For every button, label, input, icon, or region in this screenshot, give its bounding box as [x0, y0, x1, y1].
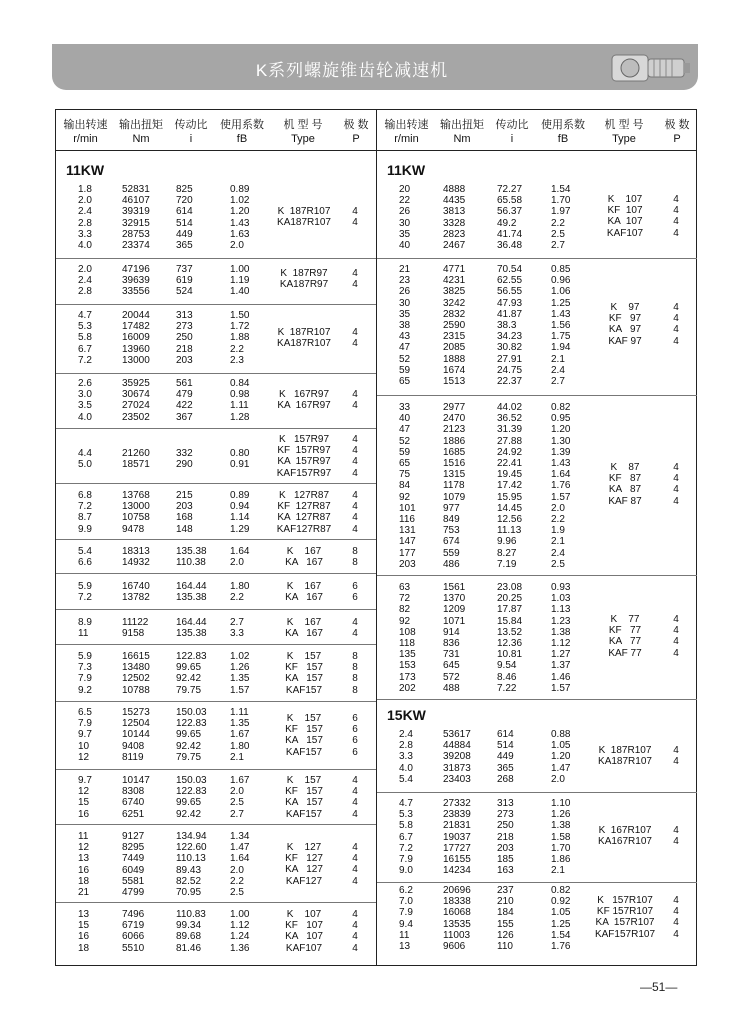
ratio-values: 164.44 135.38 — [176, 581, 207, 604]
factor-values: 0.89 1.02 1.20 1.43 1.63 2.0 — [230, 184, 250, 252]
group-divider — [56, 373, 376, 374]
group-divider — [56, 428, 376, 429]
title-banner — [52, 44, 698, 90]
group-divider — [56, 902, 376, 903]
pole-values: 4 4 4 4 — [673, 462, 679, 507]
factor-values: 0.89 0.94 1.14 1.29 — [230, 490, 250, 535]
ratio-values: 332 290 — [176, 448, 193, 471]
header-factor-unit: fB — [236, 133, 248, 145]
pole-values: 6 6 — [352, 581, 358, 604]
factor-values: 1.80 2.2 — [230, 581, 250, 604]
header-model: 机 型 号 — [604, 119, 644, 131]
speed-values: 2.0 2.4 2.8 — [78, 264, 92, 298]
torque-values: 20044 17482 16009 13960 13000 — [122, 310, 150, 366]
group-divider — [377, 395, 697, 396]
power-rating-label: 11KW — [66, 162, 105, 178]
model-values: K 167R97 KA 167R97 — [277, 389, 331, 412]
header-torque-unit: Nm — [132, 133, 150, 145]
group-divider — [377, 699, 697, 700]
factor-values: 1.02 1.26 1.35 1.57 — [230, 651, 250, 696]
header-torque: 输出扭矩 — [119, 119, 163, 131]
pole-values: 4 4 4 4 — [352, 490, 358, 535]
ratio-values: 135.38 110.38 — [176, 546, 207, 569]
pole-values: 4 4 — [352, 268, 358, 291]
torque-values: 13768 13000 10758 9478 — [122, 490, 150, 535]
pole-values: 4 4 4 4 — [352, 775, 358, 820]
model-values: K 97 KF 97 KA 97 KAF 97 — [608, 302, 642, 347]
ratio-values: 614 514 449 365 268 — [497, 729, 514, 785]
ratio-values: 72.27 65.58 56.37 49.2 41.74 36.48 — [497, 184, 523, 252]
header-ratio-unit: i — [189, 133, 193, 145]
page-number: —51— — [640, 980, 678, 994]
factor-values: 1.67 2.0 2.5 2.7 — [230, 775, 250, 820]
speed-values: 2.6 3.0 3.5 4.0 — [78, 378, 92, 423]
speed-values: 5.4 6.6 — [78, 546, 92, 569]
torque-values: 11122 9158 — [122, 617, 149, 640]
speed-values: 6.8 7.2 8.7 9.9 — [78, 490, 92, 535]
header-torque: 输出扭矩 — [440, 119, 484, 131]
model-values: K 157 KF 157 KA 157 KAF157 — [285, 775, 323, 820]
torque-values: 21260 18571 — [122, 448, 150, 471]
header-poles: 极 数 — [664, 119, 690, 131]
model-values: K 107 KF 107 KA 107 KAF107 — [606, 194, 644, 239]
header-speed-unit: r/min — [394, 133, 419, 145]
header-ratio: 传动比 — [174, 119, 208, 131]
speed-values: 2.4 2.8 3.3 4.0 5.4 — [399, 729, 413, 785]
gear-reducer-image — [610, 47, 692, 87]
factor-values: 0.85 0.96 1.06 1.25 1.43 1.56 1.75 1.94 2.1 2.4 2.7 — [551, 264, 571, 388]
factor-values: 1.34 1.47 1.64 2.0 2.2 2.5 — [230, 831, 250, 899]
header-speed: 输出转速 — [384, 119, 429, 131]
pole-values: 4 4 — [352, 389, 358, 412]
pole-values: 4 4 4 4 — [673, 302, 679, 347]
group-divider — [56, 769, 376, 770]
torque-values: 7496 6719 6066 5510 — [122, 909, 145, 954]
specification-table — [55, 109, 697, 966]
header-ratio-unit: i — [510, 133, 514, 145]
power-rating-label: 15KW — [387, 707, 426, 723]
torque-values: 1561 1370 1209 1071 914 836 731 645 572 488 — [443, 582, 466, 694]
ratio-values: 164.44 135.38 — [176, 617, 207, 640]
model-values: K 157 KF 157 KA 157 KAF157 — [285, 651, 323, 696]
factor-values: 1.00 1.19 1.40 — [230, 264, 250, 298]
speed-values: 9.7 12 15 16 — [78, 775, 92, 820]
group-divider — [56, 644, 376, 645]
group-divider — [56, 258, 376, 259]
speed-values: 20 22 26 30 35 40 — [399, 184, 411, 252]
group-divider — [56, 701, 376, 702]
model-values: K 157R97 KF 157R97 KA 157R97 KAF157R97 — [276, 434, 332, 479]
pole-values: 4 4 — [352, 206, 358, 229]
factor-values: 1.54 1.70 1.97 2.2 2.5 2.7 — [551, 184, 571, 252]
pole-values: 6 6 6 6 — [352, 713, 358, 758]
ratio-values: 110.83 99.34 89.68 81.46 — [176, 909, 206, 954]
pole-values: 4 4 4 4 — [352, 434, 358, 479]
model-values: K 157R107 KF 157R107 KA 157R107 KAF157R107 — [594, 895, 656, 940]
ratio-values: 122.83 99.65 92.42 79.75 — [176, 651, 207, 696]
factor-values: 0.84 0.98 1.11 1.28 — [230, 378, 250, 423]
torque-values: 10147 8308 6740 6251 — [122, 775, 150, 820]
torque-values: 20696 18338 16068 13535 11003 9606 — [443, 885, 471, 953]
ratio-values: 134.94 122.60 110.13 89.43 82.52 70.95 — [176, 831, 207, 899]
power-rating-label: 11KW — [387, 162, 426, 178]
torque-values: 52831 46107 39319 32915 28753 23374 — [122, 184, 150, 252]
left-column — [56, 110, 376, 965]
speed-values: 6.5 7.9 9.7 10 12 — [78, 707, 92, 763]
ratio-values: 23.08 20.25 17.87 15.84 13.52 12.36 10.81 9.54 8.46 7.22 — [497, 582, 523, 694]
right-column — [377, 110, 697, 965]
ratio-values: 313 273 250 218 203 185 163 — [497, 798, 514, 877]
torque-values: 18313 14932 — [122, 546, 150, 569]
pole-values: 8 8 — [352, 546, 358, 569]
torque-values: 4771 4231 3825 3242 2832 2590 2315 2085 1888 1674 1513 — [443, 264, 466, 388]
header-model-unit: Type — [291, 133, 315, 145]
torque-values: 35925 30674 27024 23502 — [122, 378, 150, 423]
header-speed-unit: r/min — [73, 133, 98, 145]
factor-values: 0.82 0.92 1.05 1.25 1.54 1.76 — [551, 885, 571, 953]
pole-values: 4 4 4 4 — [673, 194, 679, 239]
factor-values: 1.00 1.12 1.24 1.36 — [230, 909, 250, 954]
ratio-values: 237 210 184 155 126 110 — [497, 885, 514, 953]
group-divider — [377, 258, 697, 259]
speed-values: 63 72 82 92 108 118 135 153 173 202 — [399, 582, 416, 694]
pole-values: 4 4 4 4 — [673, 895, 679, 940]
factor-values: 0.88 1.05 1.20 1.47 2.0 — [551, 729, 571, 785]
torque-values: 15273 12504 10144 9408 8119 — [122, 707, 150, 763]
torque-values: 16740 13782 — [122, 581, 150, 604]
header-factor-unit: fB — [557, 133, 569, 145]
model-values: K 187R107 KA187R107 — [598, 745, 652, 768]
speed-values: 4.7 5.3 5.8 6.7 7.2 — [78, 310, 92, 366]
page-title: K系列螺旋锥齿轮减速机 — [255, 61, 449, 80]
torque-values: 47196 39639 33556 — [122, 264, 150, 298]
ratio-values: 215 203 168 148 — [176, 490, 193, 535]
model-values: K 167 KA 167 — [285, 546, 323, 569]
header-poles: 极 数 — [343, 119, 369, 131]
speed-values: 6.2 7.0 7.9 9.4 11 13 — [399, 885, 413, 953]
header-poles-unit: P — [673, 133, 681, 145]
speed-values: 11 12 13 16 18 21 — [78, 831, 90, 899]
pole-values: 4 4 — [673, 825, 679, 848]
model-values: K 167 KA 167 — [285, 581, 323, 604]
torque-values: 53617 44884 39208 31873 23403 — [443, 729, 471, 785]
table-header — [377, 110, 697, 151]
table-header — [56, 110, 376, 151]
pole-values: 4 4 — [352, 617, 358, 640]
model-values: K 187R97 KA187R97 — [279, 268, 329, 291]
group-divider — [56, 304, 376, 305]
group-divider — [56, 824, 376, 825]
speed-values: 4.7 5.3 5.8 6.7 7.2 7.9 9.0 — [399, 798, 413, 877]
header-model-unit: Type — [612, 133, 636, 145]
model-values: K 127R87 KF 127R87 KA 127R87 KAF127R87 — [276, 490, 332, 535]
speed-values: 8.9 11 — [78, 617, 92, 640]
header-ratio: 传动比 — [495, 119, 529, 131]
model-values: K 77 KF 77 KA 77 KAF 77 — [608, 614, 642, 659]
ratio-values: 150.03 122.83 99.65 92.42 — [176, 775, 207, 820]
ratio-values: 150.03 122.83 99.65 92.42 79.75 — [176, 707, 207, 763]
pole-values: 4 4 4 4 — [352, 909, 358, 954]
torque-values: 27332 23839 21831 19037 17727 16155 14234 — [443, 798, 471, 877]
model-values: K 167R107 KA167R107 — [598, 825, 652, 848]
speed-values: 5.9 7.3 7.9 9.2 — [78, 651, 92, 696]
group-divider — [56, 609, 376, 610]
pole-values: 8 8 8 8 — [352, 651, 358, 696]
pole-values: 4 4 — [673, 745, 679, 768]
header-model: 机 型 号 — [283, 119, 323, 131]
header-torque-unit: Nm — [453, 133, 471, 145]
speed-values: 21 23 26 30 35 38 43 47 52 59 65 — [399, 264, 411, 388]
group-divider — [377, 575, 697, 576]
model-values: K 87 KF 87 KA 87 KAF 87 — [608, 462, 642, 507]
pole-values: 4 4 — [352, 327, 358, 350]
group-divider — [56, 539, 376, 540]
factor-values: 2.7 3.3 — [230, 617, 244, 640]
model-values: K 187R107 KA187R107 — [277, 327, 331, 350]
header-poles-unit: P — [352, 133, 360, 145]
group-divider — [377, 882, 697, 883]
factor-values: 1.64 2.0 — [230, 546, 250, 569]
factor-values: 1.50 1.72 1.88 2.2 2.3 — [230, 310, 250, 366]
pole-values: 4 4 4 4 — [352, 842, 358, 887]
header-factor: 使用系数 — [541, 119, 585, 131]
torque-values: 9127 8295 7449 6049 5581 4799 — [122, 831, 145, 899]
ratio-values: 313 273 250 218 203 — [176, 310, 193, 366]
torque-values: 2977 2470 2123 1886 1685 1516 1315 1178 1079 977 849 753 674 559 486 — [443, 402, 466, 570]
model-values: K 157 KF 157 KA 157 KAF157 — [285, 713, 323, 758]
ratio-values: 44.02 36.52 31.39 27.88 24.92 22.41 19.45 17.42 15.95 14.45 12.56 11.13 9.96 8.27 7.19 — [497, 402, 523, 570]
speed-values: 13 15 16 18 — [78, 909, 90, 954]
speed-values: 1.8 2.0 2.4 2.8 3.3 4.0 — [78, 184, 92, 252]
header-speed: 输出转速 — [63, 119, 108, 131]
ratio-values: 70.54 62.55 56.55 47.93 41.87 38.3 34.23 30.82 27.91 24.75 22.37 — [497, 264, 523, 388]
speed-values: 33 40 47 52 59 65 75 84 92 101 116 131 147 177 203 — [399, 402, 416, 570]
torque-values: 4888 4435 3813 3328 2823 2467 — [443, 184, 466, 252]
model-values: K 127 KF 127 KA 127 KAF127 — [285, 842, 323, 887]
factor-values: 1.10 1.26 1.38 1.58 1.70 1.86 2.1 — [551, 798, 571, 877]
pole-values: 4 4 4 4 — [673, 614, 679, 659]
factor-values: 1.11 1.35 1.67 1.80 2.1 — [230, 707, 250, 763]
group-divider — [377, 792, 697, 793]
model-values: K 187R107 KA187R107 — [277, 206, 331, 229]
model-values: K 107 KF 107 KA 107 KAF107 — [285, 909, 323, 954]
model-values: K 167 KA 167 — [285, 617, 323, 640]
torque-values: 16615 13480 12502 10788 — [122, 651, 150, 696]
factor-values: 0.93 1.03 1.13 1.23 1.38 1.12 1.27 1.37 1.46 1.57 — [551, 582, 571, 694]
group-divider — [56, 483, 376, 484]
factor-values: 0.82 0.95 1.20 1.30 1.39 1.43 1.64 1.76 1.57 2.0 2.2 1.9 2.1 2.4 2.5 — [551, 402, 571, 570]
ratio-values: 737 619 524 — [176, 264, 193, 298]
ratio-values: 825 720 614 514 449 365 — [176, 184, 193, 252]
factor-values: 0.80 0.91 — [230, 448, 250, 471]
group-divider — [56, 573, 376, 574]
speed-values: 4.4 5.0 — [78, 448, 92, 471]
ratio-values: 561 479 422 367 — [176, 378, 193, 423]
speed-values: 5.9 7.2 — [78, 581, 92, 604]
header-factor: 使用系数 — [220, 119, 264, 131]
